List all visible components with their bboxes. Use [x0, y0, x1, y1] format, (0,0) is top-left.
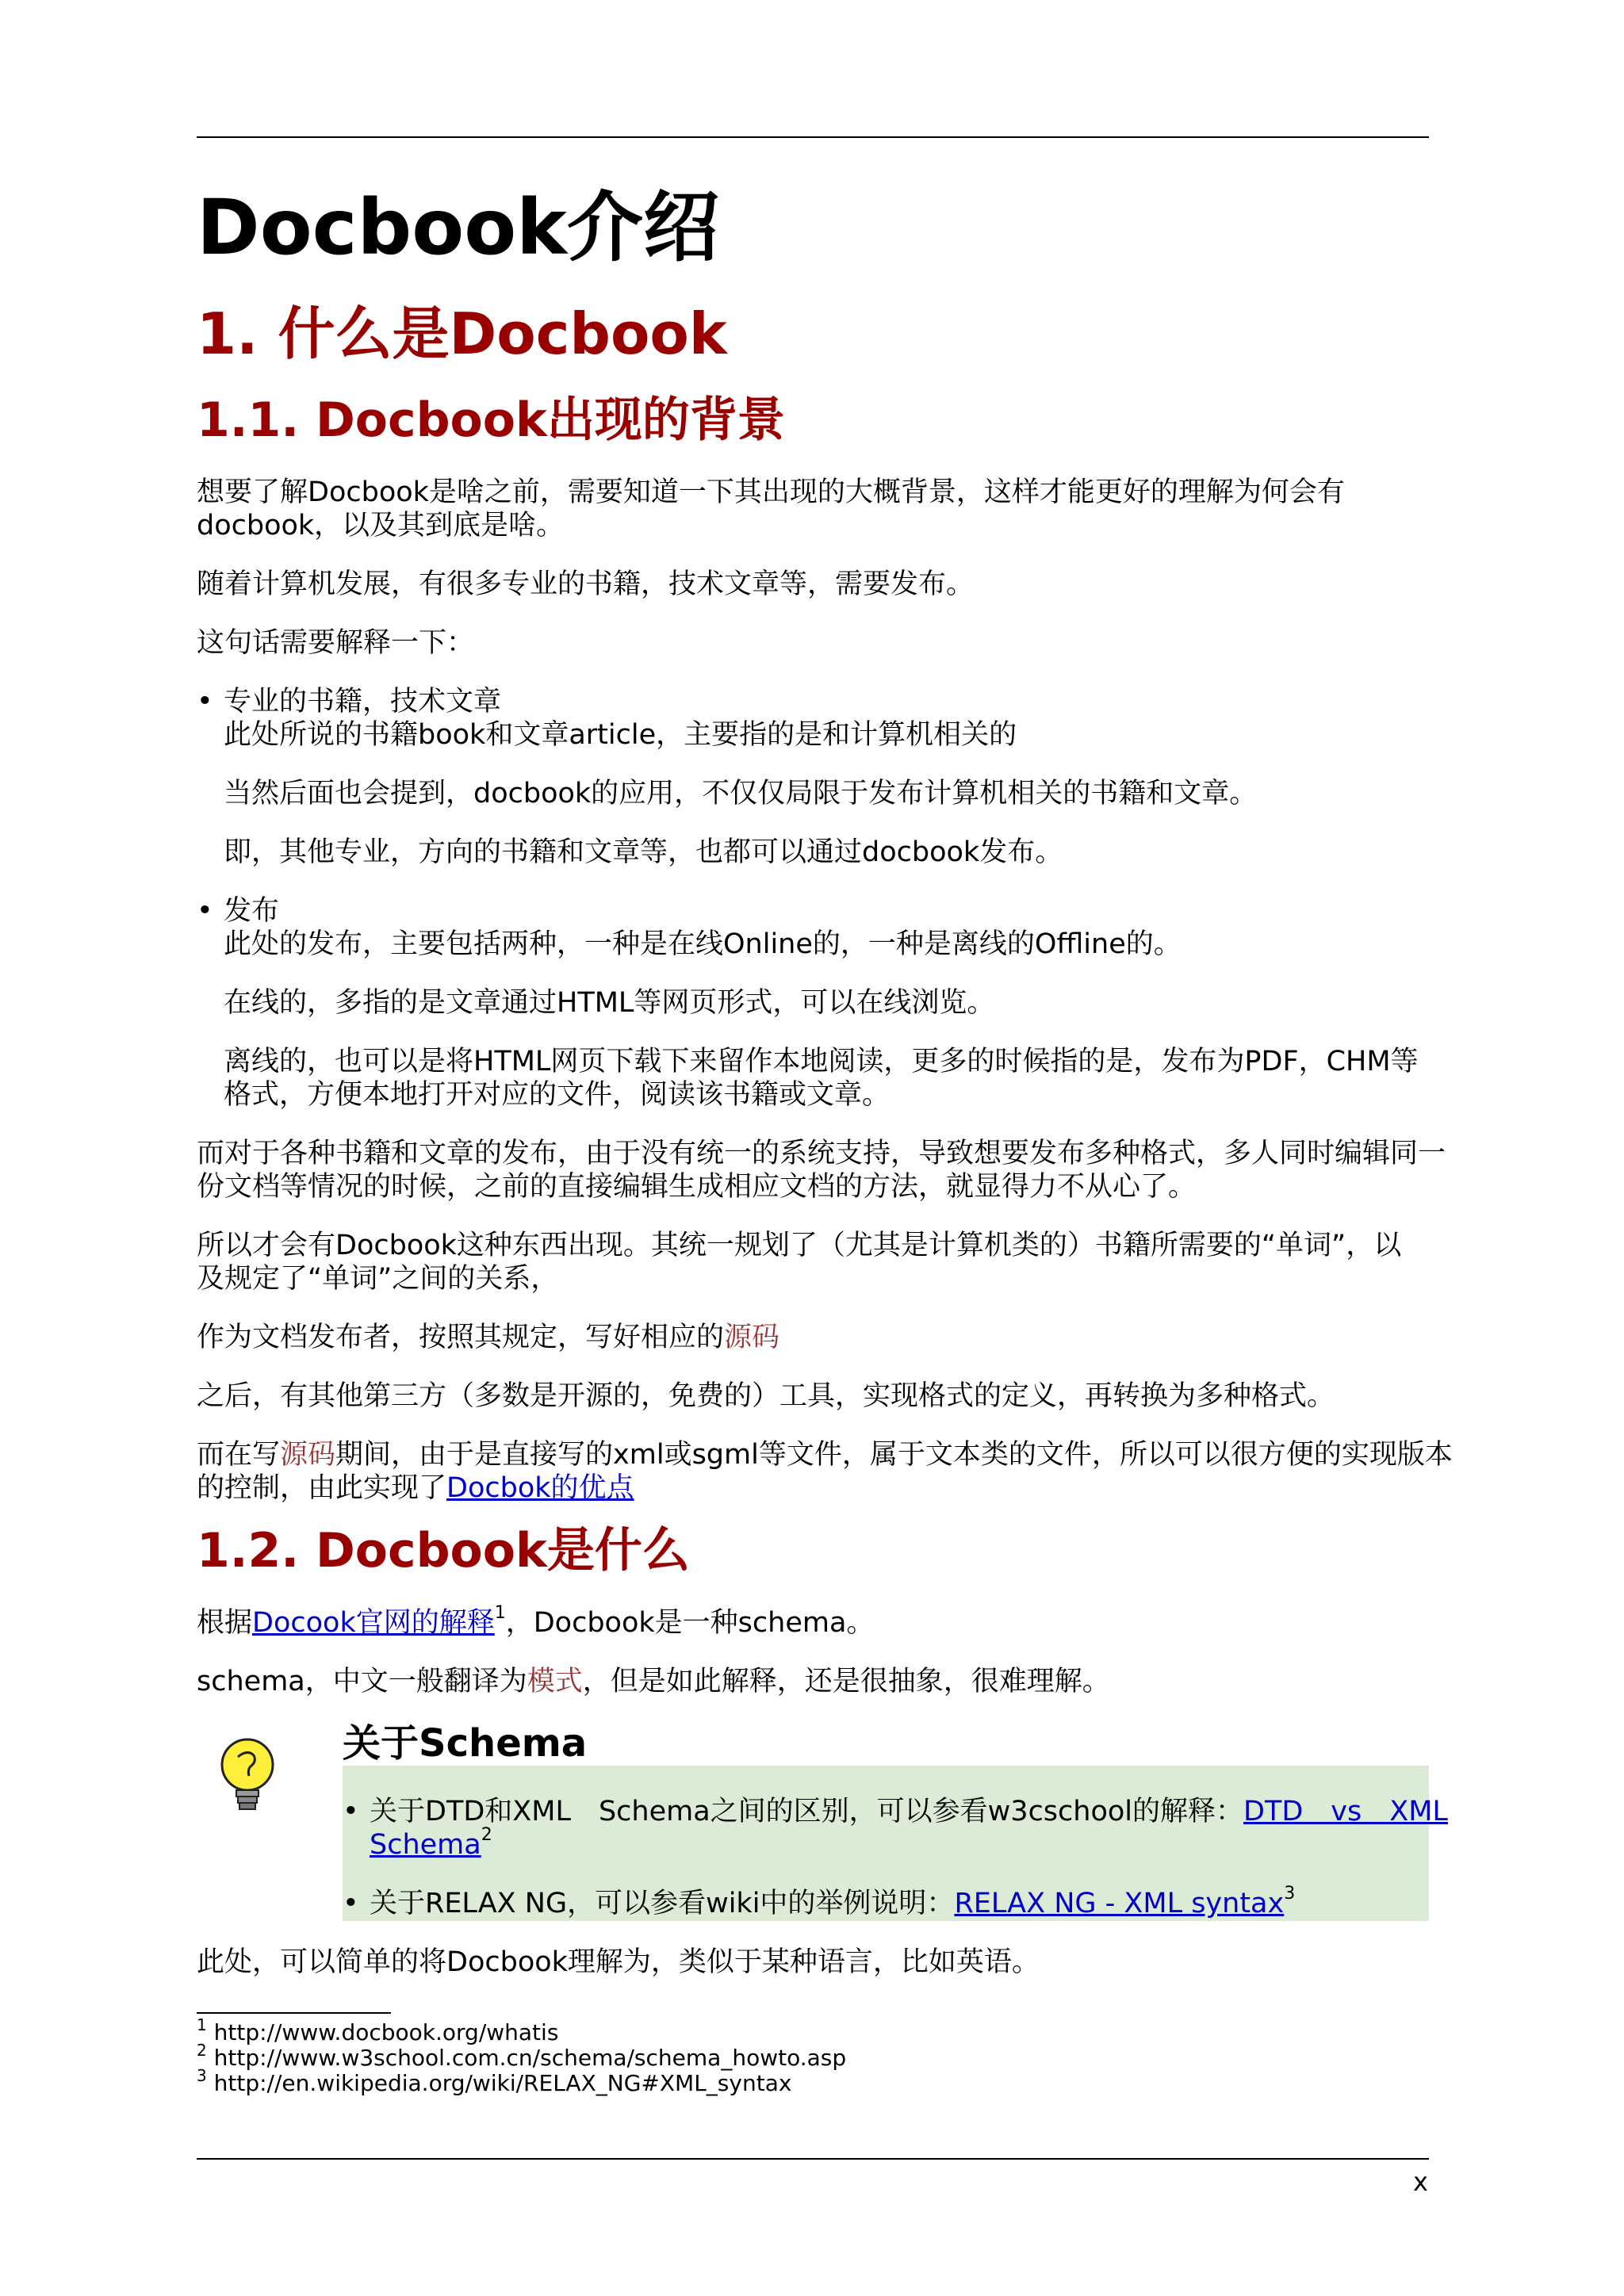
paragraph: 想要了解Docbook是啥之前，需要知道一下其出现的大概背景，这样才能更好的理解为何会有: [197, 476, 1345, 508]
bullet-icon: •: [343, 1888, 359, 1919]
term-source-code: 源码: [280, 1439, 336, 1471]
list-item-text: 即，其他专业，方向的书籍和文章等，也都可以通过docbook发布。: [224, 836, 1063, 868]
list-item-text: 在线的，多指的是文章通过HTML等网页形式，可以在线浏览。: [224, 987, 995, 1019]
footer-rule: [197, 2158, 1429, 2160]
paragraph: [197, 1321, 779, 1354]
link-dtd-vs-xml-schema[interactable]: DTD vs XML: [1243, 1796, 1448, 1827]
footnote: [197, 2015, 559, 2045]
text-span: 作为文档发布者，按照其规定，写好相应的: [197, 1322, 725, 1353]
document-title: Docbook介绍: [197, 183, 720, 272]
list-item-title: 专业的书籍，技术文章: [224, 686, 502, 718]
paragraph: docbook，以及其到底是啥。: [197, 510, 565, 541]
term-source-code: 源码: [724, 1322, 780, 1353]
footnote-number: 3: [197, 2065, 207, 2085]
footnote: [197, 2040, 847, 2071]
bullet-icon: •: [197, 686, 213, 718]
text-span: 关于RELAX NG，可以参看wiki中的举例说明：: [370, 1888, 955, 1919]
text-span: 根据: [197, 1607, 253, 1639]
list-item-text: 此处的发布，主要包括两种，一种是在线Online的，一种是离线的Offline的。: [224, 928, 1182, 960]
header-rule: [197, 136, 1429, 138]
paragraph: 份文档等情况的时候，之前的直接编辑生成相应文档的方法，就显得力不从心了。: [197, 1171, 1197, 1203]
paragraph: 而对于各种书籍和文章的发布，由于没有统一的系统支持，导致想要发布多种格式，多人同时编辑同一: [197, 1138, 1446, 1169]
paragraph: 所以才会有Docbook这种东西出现。其统一规划了（尤其是计算机类的）书籍所需要的“单词”，以: [197, 1230, 1402, 1261]
list-item-text: 格式，方便本地打开对应的文件，阅读该书籍或文章。: [224, 1079, 891, 1111]
footnote-ref[interactable]: 3: [1284, 1884, 1296, 1904]
text-span: ，Docbook是一种schema。: [505, 1607, 875, 1639]
link-docbook-official[interactable]: Docook官网的解释: [252, 1607, 495, 1639]
paragraph: [197, 1603, 875, 1640]
footnote-text: http://www.w3school.com.cn/schema/schema_howto.asp: [213, 2045, 847, 2071]
list-item-text: 当然后面也会提到，docbook的应用，不仅仅局限于发布计算机相关的书籍和文章。: [224, 778, 1258, 809]
subsection-heading-1-1: 1.1. Docbook出现的背景: [197, 392, 785, 448]
footnote-text: http://en.wikipedia.org/wiki/RELAX_NG#XML_syntax: [213, 2070, 792, 2096]
tip-item: [370, 1825, 492, 1862]
paragraph: 这句话需要解释一下：: [197, 627, 475, 659]
section-heading-1: 1. 什么是Docbook: [197, 300, 727, 367]
footnote-ref[interactable]: 2: [481, 1825, 492, 1846]
link-dtd-vs-xml-schema[interactable]: Schema: [370, 1829, 481, 1861]
footnote-number: 2: [197, 2040, 207, 2060]
paragraph: 随着计算机发展，有很多专业的书籍，技术文章等，需要发布。: [197, 568, 975, 600]
footnote-rule: [197, 2012, 391, 2014]
page-number: x: [1413, 2167, 1428, 2197]
paragraph: 此处，可以简单的将Docbook理解为，类似于某种语言，比如英语。: [197, 1946, 1040, 1978]
footnote-text: http://www.docbook.org/whatis: [213, 2019, 559, 2045]
term-schema: 模式: [527, 1666, 583, 1697]
paragraph: [197, 1471, 634, 1505]
text-span: 期间，由于是直接写的xml或sgml等文件，属于文本类的文件，所以可以很方便的实现版本: [335, 1439, 1453, 1471]
tip-title: 关于Schema: [343, 1721, 588, 1766]
bullet-icon: •: [343, 1796, 359, 1827]
tip-item: [370, 1795, 1448, 1828]
tip-lightbulb-icon: [208, 1728, 287, 1823]
paragraph: 之后，有其他第三方（多数是开源的，免费的）工具，实现格式的定义，再转换为多种格式。: [197, 1380, 1335, 1412]
text-span: 关于DTD和XML Schema之间的区别，可以参看w3cschool的解释：: [370, 1796, 1244, 1827]
footnote: [197, 2065, 792, 2096]
tip-item: [370, 1884, 1296, 1920]
link-relax-ng-xml-syntax[interactable]: RELAX NG - XML syntax: [954, 1888, 1285, 1919]
link-docbook-advantages[interactable]: Docbok的优点: [446, 1472, 634, 1504]
subsection-heading-1-2: 1.2. Docbook是什么: [197, 1523, 690, 1578]
text-span: schema，中文一般翻译为: [197, 1666, 527, 1697]
list-item-text: 此处所说的书籍book和文章article，主要指的是和计算机相关的: [224, 719, 1017, 751]
text-span: ，但是如此解释，还是很抽象，很难理解。: [582, 1666, 1110, 1697]
paragraph: 及规定了“单词”之间的关系，: [197, 1263, 559, 1295]
paragraph: [197, 1665, 1110, 1698]
text-span: 而在写: [197, 1439, 281, 1471]
text-span: 的控制，由此实现了: [197, 1472, 447, 1504]
footnote-number: 1: [197, 2015, 207, 2034]
bullet-icon: •: [197, 895, 213, 927]
list-item-title: 发布: [224, 895, 280, 927]
list-item-text: 离线的，也可以是将HTML网页下载下来留作本地阅读，更多的时候指的是，发布为PDF，CHM等: [224, 1046, 1419, 1077]
footnote-ref[interactable]: 1: [494, 1603, 506, 1624]
paragraph: [197, 1438, 1453, 1471]
